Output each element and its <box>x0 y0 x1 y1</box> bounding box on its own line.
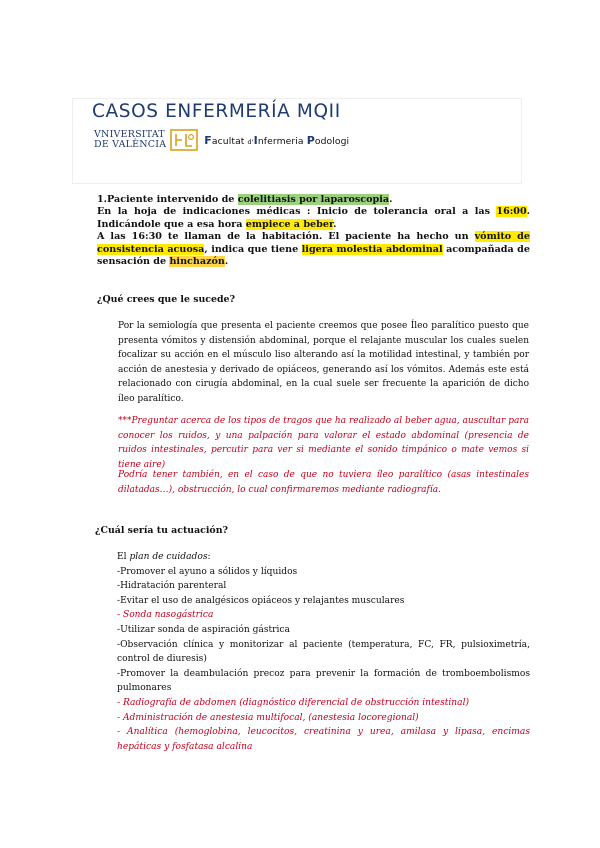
case-heading: 1.Paciente intervenido de colelitiasis por laparoscopia. <box>97 194 393 205</box>
case-description <box>97 194 530 268</box>
care-plan-intro: El plan de cuidados: <box>117 552 211 562</box>
highlight-vomit: vómito de consistencia acuosa <box>97 231 530 255</box>
care-plan-list <box>117 550 530 754</box>
question-1-alternative: Podría tener también, en el caso de que no tuviera íleo paralítico (asas intestinales dilatadas…), obstrucción, lo cual confirmaremos mediante radiografía. <box>118 470 529 495</box>
highlight-discomfort: ligera molestia abdominal <box>301 243 443 255</box>
university-name: VNIVERSITAT DE VALÈNCIA <box>94 129 167 150</box>
care-plan-item-added: - Analítica (hemoglobina, leucocitos, creatinina y urea, amilasa y lipasa, encimas hepáticas y fosfatasa alcalina <box>117 727 530 752</box>
highlight-diagnosis: colelitiasis por laparoscopia <box>237 194 390 205</box>
question-1-answer: Por la semiología que presenta el paciente creemos que posee Íleo paralítico puesto que presenta vómitos y distensión abdominal, porque el relajante muscular los cuales suelen focalizar su acción en el músculo liso alterando así la motilidad intestinal, y también por acción de anestesia y derivado de opiáceos, generando así los vómitos. Además este está relacionado con cirugía abdominal, en la cual suele ser frecuente la aparición de dicho íleo paralítico. <box>118 321 529 404</box>
highlight-time: 16:00 <box>496 206 527 218</box>
document-title: CASOS ENFERMERÍA MQII <box>92 101 341 122</box>
care-plan-item: -Observación clínica y monitorizar al paciente (temperatura, FC, FR, pulsioximetría, control de diuresis) <box>117 639 530 665</box>
care-plan-item: -Promover el ayuno a sólidos y líquidos <box>117 566 298 577</box>
question-1-note: ***Preguntar acerca de los tipos de tragos que ha realizado al beber agua, auscultar para conocer los ruidos, y una palpación para valorar el estado abdominal (presencia de ruidos intestinales, percutir para ver si mediante el sonido timpánico o mate vemos si tiene aire) <box>118 416 529 470</box>
care-plan-item: -Utilizar sonda de aspiración gástrica <box>117 624 290 635</box>
care-plan-item: -Evitar el uso de analgésicos opiáceos y relajantes musculares <box>117 595 405 606</box>
case-event: A las 16:30 te llaman de la habitación. El paciente ha hecho un vómito de consistencia acuosa, indica que tiene ligera molestia abdominal acompañada de sensación de hinchazón. <box>97 231 530 268</box>
highlight-bloating: hinchazón <box>169 256 225 268</box>
highlight-drink: empiece a beber <box>245 218 334 230</box>
university-seal-icon <box>170 129 198 151</box>
care-plan-item: -Promover la deambulación precoz para prevenir la formación de tromboembolismos pulmonares <box>117 668 530 694</box>
case-indications: En la hoja de indicaciones médicas : Inicio de tolerancia oral a las 16:00. Indicándole que a esa hora empiece a beber. <box>97 206 530 230</box>
care-plan-item-added: - Sonda nasogástrica <box>117 610 214 621</box>
question-1-title: ¿Qué crees que le sucede? <box>97 294 235 305</box>
care-plan-item-added: - Radiografía de abdomen (diagnóstico diferencial de obstrucción intestinal) <box>117 697 470 708</box>
care-plan-item-added: - Administración de anestesia multifocal, (anestesia locoregional) <box>117 712 419 723</box>
institution-logos <box>94 128 349 152</box>
care-plan-item: -Hidratación parenteral <box>117 581 227 592</box>
question-2-title: ¿Cuál sería tu actuación? <box>95 525 228 536</box>
faculty-name: Facultat d'Infermeria Podologi <box>204 133 350 147</box>
